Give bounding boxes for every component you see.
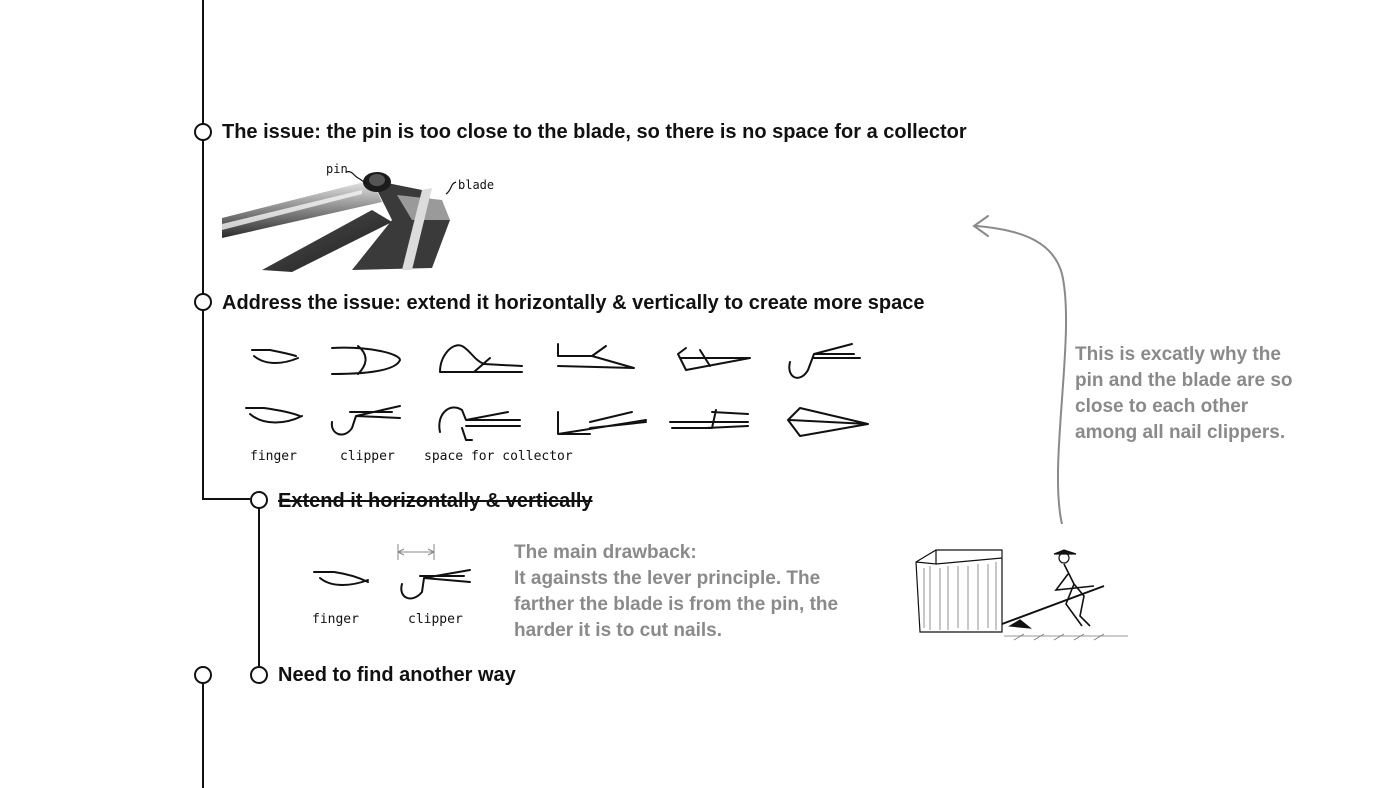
timeline-node-another-way-branch [250,666,268,684]
sketch-label-space-for-collector: space for collector [424,449,573,464]
step-address-heading: Address the issue: extend it horizontally & vertically to create more space [222,292,925,314]
clipper-photo [222,160,495,272]
blade-label: blade [458,178,495,192]
pin-leader-line [346,168,376,188]
timeline-node-another-way-main [194,666,212,684]
clipper-photo-drawing [222,160,454,272]
extended-label-clipper: clipper [408,612,463,627]
blade-leader-line [442,180,462,200]
sketch-grid [240,336,880,466]
extended-label-finger: finger [312,612,359,627]
pin-label: pin [326,162,348,176]
step-issue-heading: The issue: the pin is too close to the blade, so there is no space for a collector [222,121,967,143]
timeline-node-extend [250,491,268,509]
timeline-node-address [194,293,212,311]
timeline-branch-line [258,508,260,666]
drawback-note [514,540,884,644]
timeline-main-line-lower [202,684,204,788]
step-extend-heading: Extend it horizontally & vertically [278,490,593,512]
step-another-way-heading: Need to find another way [278,664,516,686]
timeline-node-issue [194,123,212,141]
timeline-main-line [202,0,204,500]
sketch-label-finger: finger [250,449,297,464]
sketch-label-clipper: clipper [340,449,395,464]
timeline-branch-connector [202,498,250,500]
drawback-body: It againsts the lever principle. The farther the blade is from the pin, the harder it is to cut nails. [514,568,839,641]
drawback-title: The main drawback: [514,542,697,563]
curved-arrow [966,214,1076,534]
side-note: This is excatly why the pin and the blade are so close to each other among all nail clippers. [1075,344,1293,443]
lever-illustration [914,544,1134,644]
extended-sketch [308,542,488,602]
